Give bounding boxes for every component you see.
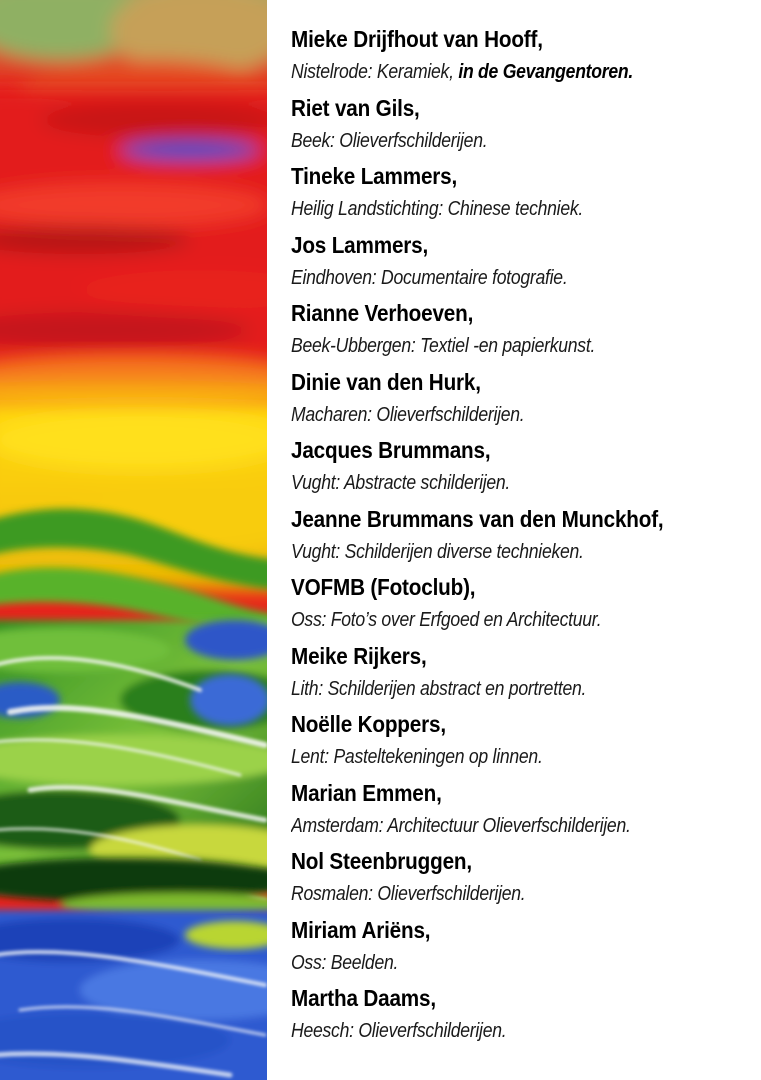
- artist-detail: Heilig Landstichting: Chinese techniek.: [291, 198, 584, 220]
- list-item: [291, 639, 756, 708]
- artist-detail: Macharen: Olieverfschilderijen.: [291, 403, 525, 426]
- artist-detail: Oss: Foto’s over Erfgoed en Architectuur.: [291, 609, 602, 631]
- artist-detail: Eindhoven: Documentaire fotografie.: [291, 266, 568, 289]
- artist-venue: in de Gevangentoren.: [458, 61, 633, 83]
- artist-name: Riet van Gils,: [291, 94, 420, 121]
- artist-detail: Oss: Beelden.: [291, 951, 399, 974]
- artist-name: Marian Emmen,: [291, 779, 442, 806]
- artist-detail: Vught: Abstracte schilderijen.: [291, 472, 511, 494]
- artist-name: Nol Steenbruggen,: [291, 848, 472, 874]
- artist-detail: Rosmalen: Olieverfschilderijen.: [291, 883, 526, 905]
- artist-detail: Beek-Ubbergen: Textiel -en papierkunst.: [291, 335, 596, 357]
- artist-name: Rianne Verhoeven,: [291, 300, 474, 326]
- paint-strokes-image: [0, 0, 267, 1080]
- artist-detail: Lent: Pasteltekeningen op linnen.: [291, 746, 543, 768]
- artist-name: Dinie van den Hurk,: [291, 368, 481, 395]
- artist-list: [291, 22, 756, 1050]
- artist-name: Jacques Brummans,: [291, 437, 491, 463]
- list-item: [291, 228, 756, 297]
- artist-detail: Vught: Schilderijen diverse technieken.: [291, 540, 584, 563]
- list-item: [291, 296, 756, 365]
- artist-name: Jeanne Brummans van den Munckhof,: [291, 505, 664, 532]
- artist-name: Noëlle Koppers,: [291, 711, 446, 737]
- list-item: [291, 707, 756, 776]
- list-item: [291, 981, 756, 1050]
- artist-name: Jos Lammers,: [291, 231, 429, 258]
- list-item: [291, 91, 756, 160]
- artist-detail: [291, 56, 700, 89]
- artist-detail: Amsterdam: Architectuur Olieverfschilderijen.: [291, 814, 631, 837]
- artist-name: Miriam Ariëns,: [291, 916, 431, 943]
- paint-strokes-artwork: [0, 0, 267, 1080]
- list-item: [291, 570, 756, 639]
- artist-detail: Heesch: Olieverfschilderijen.: [291, 1020, 507, 1042]
- list-item: [291, 433, 756, 502]
- artist-name: Martha Daams,: [291, 985, 436, 1011]
- list-item: [291, 502, 756, 571]
- list-item: [291, 22, 756, 91]
- list-item: [291, 913, 756, 982]
- artist-name: Tineke Lammers,: [291, 163, 458, 189]
- artist-location-discipline: Nistelrode: Keramiek,: [291, 61, 459, 83]
- artist-name: Meike Rijkers,: [291, 642, 427, 669]
- artist-name: Mieke Drijfhout van Hooff,: [291, 26, 543, 52]
- list-item: [291, 159, 756, 228]
- artist-name: VOFMB (Fotoclub),: [291, 574, 476, 600]
- list-item: [291, 844, 756, 913]
- list-item: [291, 776, 756, 845]
- artist-detail: Beek: Olieverfschilderijen.: [291, 129, 488, 152]
- artist-detail: Lith: Schilderijen abstract en portretten.: [291, 677, 587, 700]
- list-item: [291, 365, 756, 434]
